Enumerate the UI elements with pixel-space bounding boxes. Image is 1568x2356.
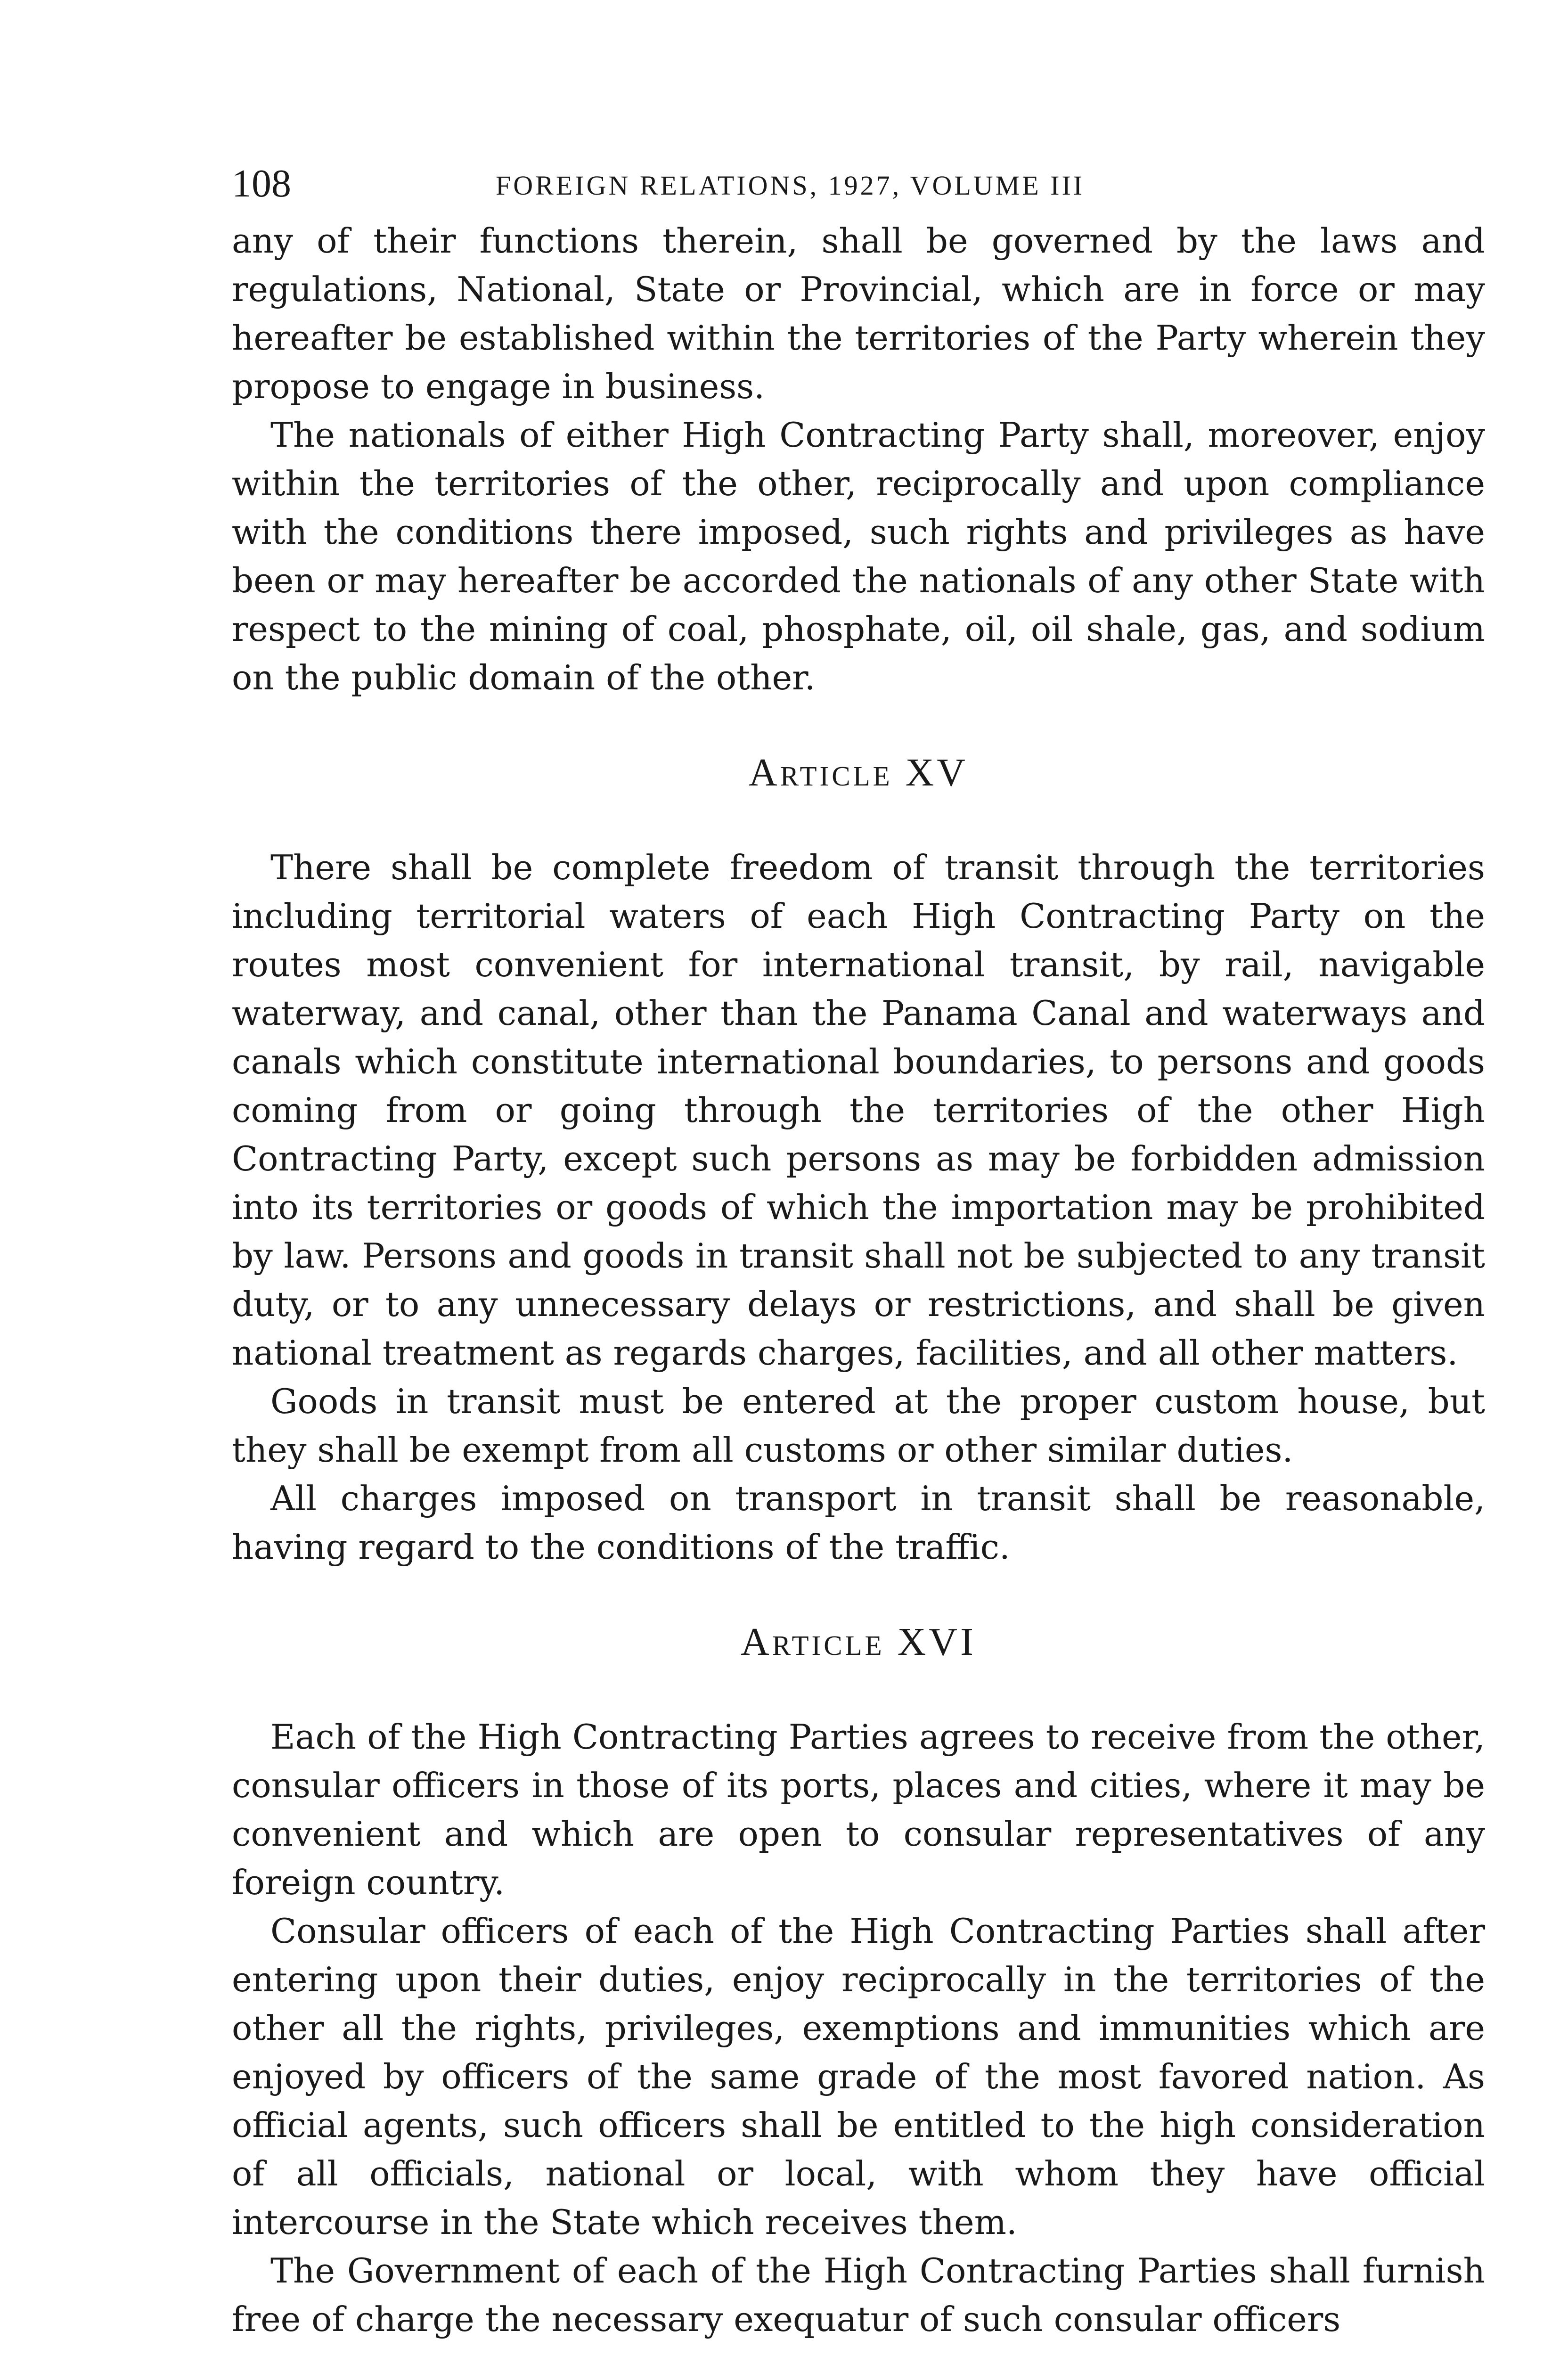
article-xv-paragraph: Goods in transit must be entered at the proper custom house, but they shall be exempt from all customs or other similar duties. bbox=[232, 1382, 1485, 1470]
article-xvi-paragraph: Consular officers of each of the High Contracting Parties shall after entering upon their duties, enjoy reciprocally in the territories of the other all the rights, privileges, exemptions and immunities which are enjoyed by officers of the same grade of the most favored nation. As official agents, such officers shall be entitled to the high consideration of all officials, national or local, with whom they have official intercourse in the State which receives them. bbox=[232, 1911, 1485, 2242]
article-xv-paragraph: There shall be complete freedom of transit through the territories including territorial waters of each High Contracting Party on the routes most convenient for international transit, by rail, navigable waterway, and canal, other than the Panama Canal and waterways and canals which constitute international boundaries, to persons and goods coming from or going through the territories of the other High Contracting Party, except such persons as may be forbidden admission into its territories or goods of which the importation may be prohibited by law. Persons and goods in transit shall not be subjected to any transit duty, or to any unnecessary delays or restrictions, and shall be given national treatment as regards charges, facilities, and all other matters. bbox=[232, 848, 1485, 1373]
page-number: 108 bbox=[232, 162, 291, 205]
running-head bbox=[232, 160, 1485, 217]
paragraph: The nationals of either High Contracting Party shall, moreover, enjoy within the territories of the other, reciprocally and upon compliance with the conditions there imposed, such rights and privileges as have been or may hereafter be accorded the nationals of any other State with respect to the mining of coal, phosphate, oil, oil shale, gas, and sodium on the public domain of the other. bbox=[232, 415, 1485, 697]
article-xvi-heading: Article XVI bbox=[741, 1620, 976, 1664]
article-xv-heading: Article XV bbox=[749, 751, 968, 794]
article-xvi-paragraph: Each of the High Contracting Parties agrees to receive from the other, consular officers in those of its ports, places and cities, where it may be convenient and which are open to consular representatives of any foreign country. bbox=[232, 1717, 1485, 1902]
article-xvi-paragraph: The Government of each of the High Contracting Parties shall furnish free of charge the necessary exequatur of such consular officers bbox=[232, 2251, 1485, 2339]
article-xv-paragraph: All charges imposed on transport in transit shall be reasonable, having regard to the conditions of the traffic. bbox=[232, 1479, 1485, 1567]
document-page bbox=[232, 160, 1485, 2344]
paragraph-continued: any of their functions therein, shall be governed by the laws and regulations, National, State or Provincial, which are in force or may hereafter be established within the territories of the Party wherein they propose to engage in business. bbox=[232, 221, 1485, 406]
running-title: FOREIGN RELATIONS, 1927, VOLUME III bbox=[496, 170, 1085, 201]
